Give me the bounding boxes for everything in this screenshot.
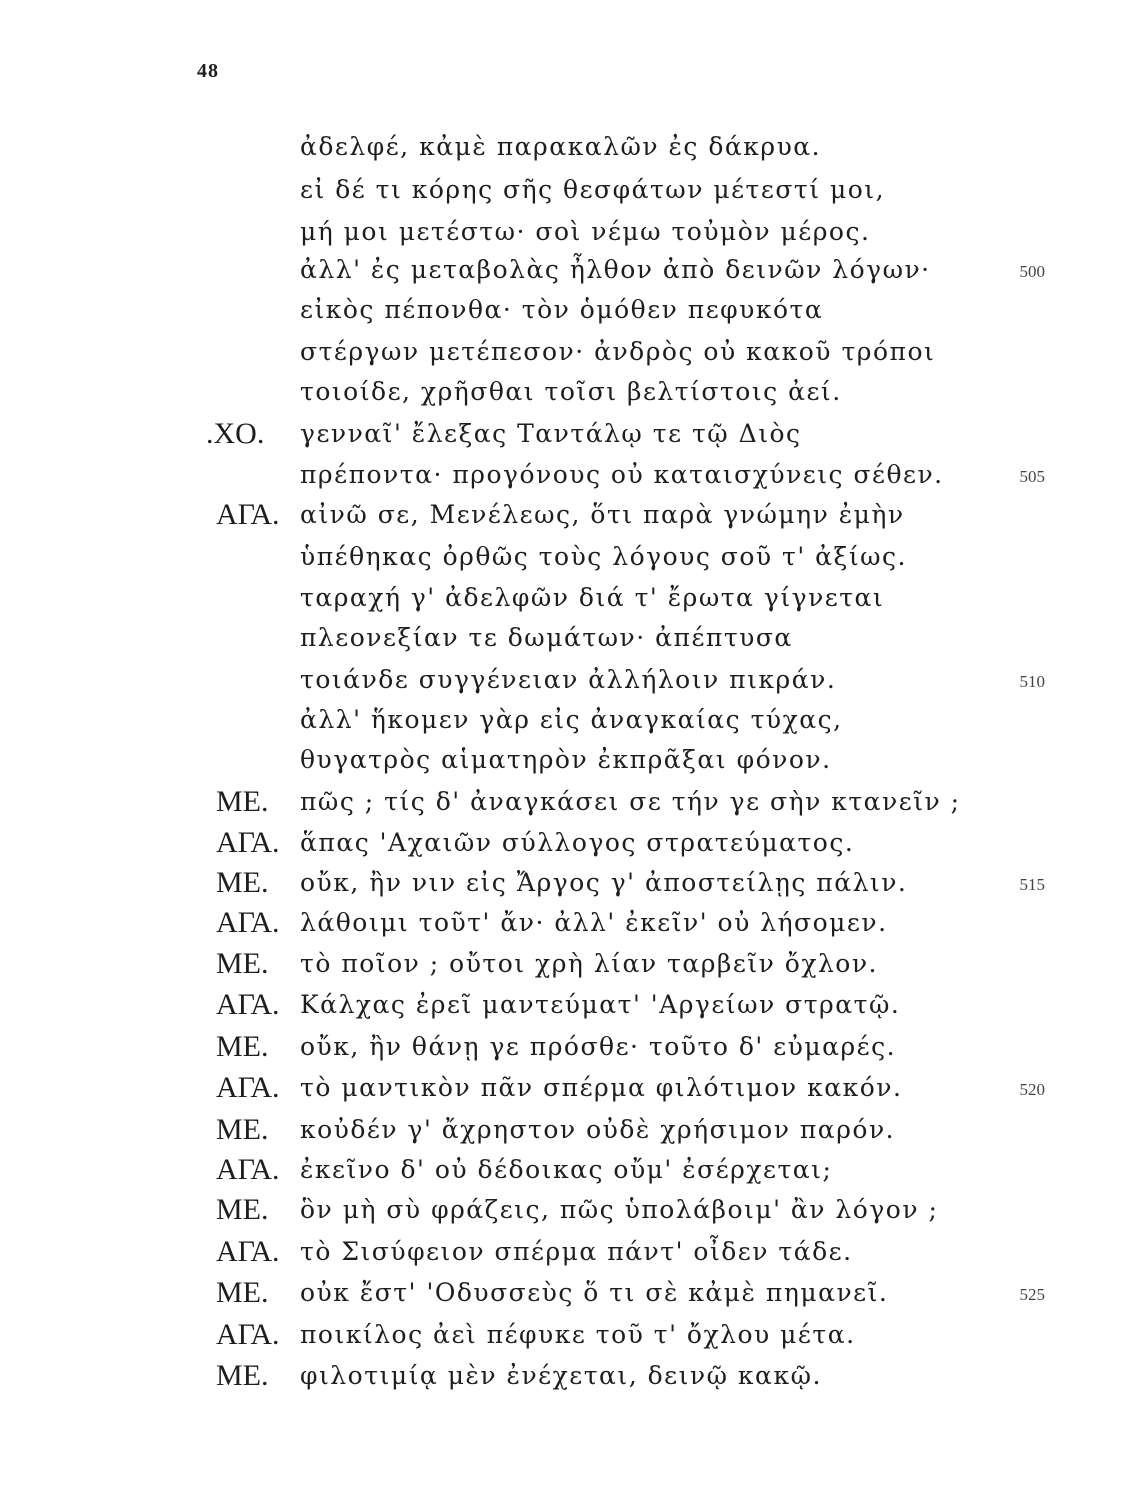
verse-line — [0, 782, 1145, 822]
verse-line — [0, 290, 1145, 330]
verse-text: τὸ ποῖον ; οὔτοι χρὴ λίαν ταρβεῖν ὄχλον. — [300, 949, 879, 978]
verse-text: γενναῖ' ἔλεξας Ταντάλῳ τε τῷ Διὸς — [300, 419, 802, 448]
verse-line — [0, 170, 1145, 210]
line-number: 520 — [1019, 1080, 1045, 1099]
speaker-label: ΑΓΑ. — [216, 1071, 280, 1104]
speaker-label: ΑΓΑ. — [216, 988, 280, 1021]
verse-line — [0, 578, 1145, 618]
speaker-label: ΜΕ. — [216, 947, 269, 980]
verse-line — [0, 903, 1145, 943]
speaker-label: ΜΕ. — [216, 1276, 269, 1309]
verse-line — [0, 1232, 1145, 1272]
verse-text: οὔκ, ἢν θάνῃ γε πρόσθε· τοῦτο δ' εὐμαρές. — [300, 1032, 897, 1061]
verse-line — [0, 618, 1145, 658]
verse-line — [0, 1150, 1145, 1190]
verse-line — [0, 212, 1145, 252]
verse-text: τοιάνδε συγγένειαν ἀλλήλοιν πικράν. — [300, 665, 837, 694]
speaker-label: ΜΕ. — [216, 1113, 269, 1146]
verse-text: τοιοίδε, χρῆσθαι τοῖσι βελτίστοις ἀεί. — [300, 377, 842, 406]
verse-line — [0, 332, 1145, 372]
verse-text: πλεονεξίαν τε δωμάτων· ἀπέπτυσα — [300, 623, 793, 652]
verse-line — [0, 127, 1145, 167]
verse-text: Κάλχας ἐρεῖ μαντεύματ' 'Αργείων στρατῷ. — [300, 990, 901, 1019]
verse-line — [0, 537, 1145, 577]
verse-text: ἀλλ' ἐς μεταβολὰς ἦλθον ἀπὸ δεινῶν λόγων· — [300, 255, 931, 284]
speaker-label: ΜΕ. — [216, 1193, 269, 1226]
verse-text: ποικίλος ἀεὶ πέφυκε τοῦ τ' ὄχλου μέτα. — [300, 1320, 856, 1349]
verse-line — [0, 740, 1145, 780]
verse-line — [0, 1273, 1145, 1313]
verse-text: στέργων μετέπεσον· ἀνδρὸς οὐ κακοῦ τρόποι — [300, 337, 936, 366]
speaker-label: ΜΕ. — [216, 785, 269, 818]
verse-text: ὃν μὴ σὺ φράζεις, πῶς ὑπολάβοιμ' ἂν λόγον ; — [300, 1195, 939, 1224]
speaker-label: ΑΓΑ. — [216, 1153, 280, 1186]
verse-text: εἰ δέ τι κόρης σῆς θεσφάτων μέτεστί μοι, — [300, 175, 886, 204]
speaker-label: ΑΓΑ. — [216, 906, 280, 939]
verse-text: ἀλλ' ἥκομεν γὰρ εἰς ἀναγκαίας τύχας, — [300, 705, 843, 734]
speaker-label: ΜΕ. — [216, 866, 269, 899]
verse-text: εἰκὸς πέπονθα· τὸν ὁμόθεν πεφυκότα — [300, 295, 824, 324]
verse-line — [0, 414, 1145, 454]
speaker-label: ΑΓΑ. — [216, 826, 280, 859]
speaker-label: ΑΓΑ. — [216, 1318, 280, 1351]
verse-text: κοὐδέν γ' ἄχρηστον οὐδὲ χρήσιμον παρόν. — [300, 1115, 896, 1144]
speaker-label: ΜΕ. — [216, 1359, 269, 1392]
verse-text: πῶς ; τίς δ' ἀναγκάσει σε τήν γε σὴν κτανεῖν ; — [300, 787, 961, 816]
verse-line — [0, 1027, 1145, 1067]
verse-line — [0, 495, 1145, 535]
verse-line — [0, 700, 1145, 740]
speaker-label: ΑΓΑ. — [216, 498, 280, 531]
verse-line — [0, 660, 1145, 700]
verse-text: οὔκ, ἢν νιν εἰς Ἄργος γ' ἀποστείλῃς πάλιν. — [300, 868, 908, 897]
verse-line — [0, 1190, 1145, 1230]
line-number: 500 — [1019, 262, 1045, 281]
verse-line — [0, 1068, 1145, 1108]
verse-text: θυγατρὸς αἱματηρὸν ἐκπρᾶξαι φόνον. — [300, 745, 832, 774]
verse-text: ὑπέθηκας ὀρθῶς τοὺς λόγους σοῦ τ' ἀξίως. — [300, 542, 907, 571]
verse-text: οὐκ ἔστ' 'Οδυσσεὺς ὅ τι σὲ κἀμὲ πημανεῖ. — [300, 1278, 889, 1307]
verse-text: ἐκεῖνο δ' οὐ δέδοικας οὔμ' ἐσέρχεται; — [300, 1155, 833, 1184]
verse-text: ταραχή γ' ἀδελφῶν διά τ' ἔρωτα γίγνεται — [300, 583, 885, 612]
verse-text: ἀδελφέ, κἀμὲ παρακαλῶν ἐς δάκρυα. — [300, 132, 822, 161]
verse-text: φιλοτιμίᾳ μὲν ἐνέχεται, δεινῷ κακῷ. — [300, 1361, 822, 1390]
verse-line — [0, 455, 1145, 495]
verse-text: αἰνῶ σε, Μενέλεως, ὅτι παρὰ γνώμην ἐμὴν — [300, 500, 905, 529]
verse-line — [0, 985, 1145, 1025]
verse-line — [0, 863, 1145, 903]
verse-text: ἅπας 'Αχαιῶν σύλλογος στρατεύματος. — [300, 828, 855, 857]
line-number: 505 — [1019, 467, 1045, 486]
verse-text: τὸ Σισύφειον σπέρμα πάντ' οἶδεν τάδε. — [300, 1237, 853, 1266]
verse-line — [0, 944, 1145, 984]
verse-text: τὸ μαντικὸν πᾶν σπέρμα φιλότιμον κακόν. — [300, 1073, 903, 1102]
verse-line — [0, 823, 1145, 863]
verse-line — [0, 250, 1145, 290]
speaker-label: ΑΓΑ. — [216, 1235, 280, 1268]
verse-text: λάθοιμι τοῦτ' ἄν· ἀλλ' ἐκεῖν' οὐ λήσομεν. — [300, 908, 888, 937]
line-number: 510 — [1019, 672, 1045, 691]
verse-line — [0, 1110, 1145, 1150]
page-number: 48 — [197, 60, 219, 82]
verse-line — [0, 1315, 1145, 1355]
speaker-label: ΜΕ. — [216, 1030, 269, 1063]
line-number: 515 — [1019, 875, 1045, 894]
speaker-label: .ΧΟ. — [206, 417, 265, 450]
verse-line — [0, 1356, 1145, 1396]
line-number: 525 — [1019, 1285, 1045, 1304]
verse-line — [0, 372, 1145, 412]
verse-text: μή μοι μετέστω· σοὶ νέμω τοὐμὸν μέρος. — [300, 217, 871, 246]
verse-text: πρέποντα· προγόνους οὐ καταισχύνεις σέθεν. — [300, 460, 944, 489]
